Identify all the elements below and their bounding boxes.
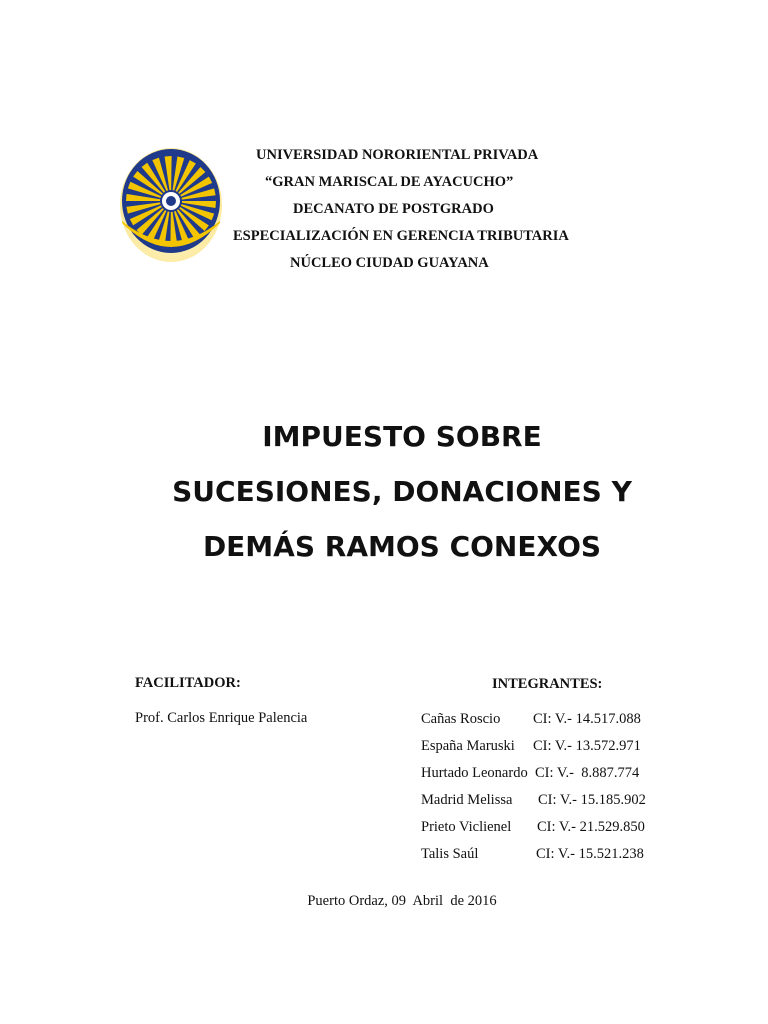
member-row	[421, 792, 661, 812]
document-date: Puerto Ordaz, 09 Abril de 2016	[307, 893, 497, 909]
member-name: Hurtado Leonardo	[421, 765, 528, 781]
document-title-line-3: DEMÁS RAMOS CONEXOS	[202, 530, 602, 563]
facilitator-name: Prof. Carlos Enrique Palencia	[135, 710, 308, 726]
member-row	[421, 711, 661, 731]
university-name: UNIVERSIDAD NORORIENTAL PRIVADA	[256, 147, 539, 163]
document-title-line-2: SUCESIONES, DONACIONES Y	[172, 475, 632, 508]
member-name: Madrid Melissa	[421, 792, 513, 808]
member-name: Prieto Viclienel	[421, 819, 512, 835]
university-seal-icon	[118, 143, 224, 263]
member-row	[421, 846, 661, 866]
specialization: ESPECIALIZACIÓN EN GERENCIA TRIBUTARIA	[233, 228, 569, 244]
member-ci: CI: V.- 15.521.238	[536, 846, 644, 862]
member-ci: CI: V.- 14.517.088	[533, 711, 641, 727]
campus: NÚCLEO CIUDAD GUAYANA	[290, 255, 489, 271]
member-name: Cañas Roscio	[421, 711, 501, 727]
facilitator-label: FACILITADOR:	[135, 675, 241, 691]
member-ci: CI: V.- 21.529.850	[537, 819, 645, 835]
member-name: España Maruski	[421, 738, 515, 754]
member-row	[421, 819, 661, 839]
document-title-line-1: IMPUESTO SOBRE	[262, 420, 542, 453]
university-subtitle: “GRAN MARISCAL DE AYACUCHO”	[265, 174, 514, 190]
member-ci: CI: V.- 8.887.774	[535, 765, 640, 781]
member-row	[421, 738, 661, 758]
member-row	[421, 765, 661, 785]
members-label: INTEGRANTES:	[492, 676, 603, 692]
deanship: DECANATO DE POSTGRADO	[293, 201, 494, 217]
member-ci: CI: V.- 15.185.902	[538, 792, 646, 808]
member-name: Talis Saúl	[421, 846, 479, 862]
member-ci: CI: V.- 13.572.971	[533, 738, 641, 754]
